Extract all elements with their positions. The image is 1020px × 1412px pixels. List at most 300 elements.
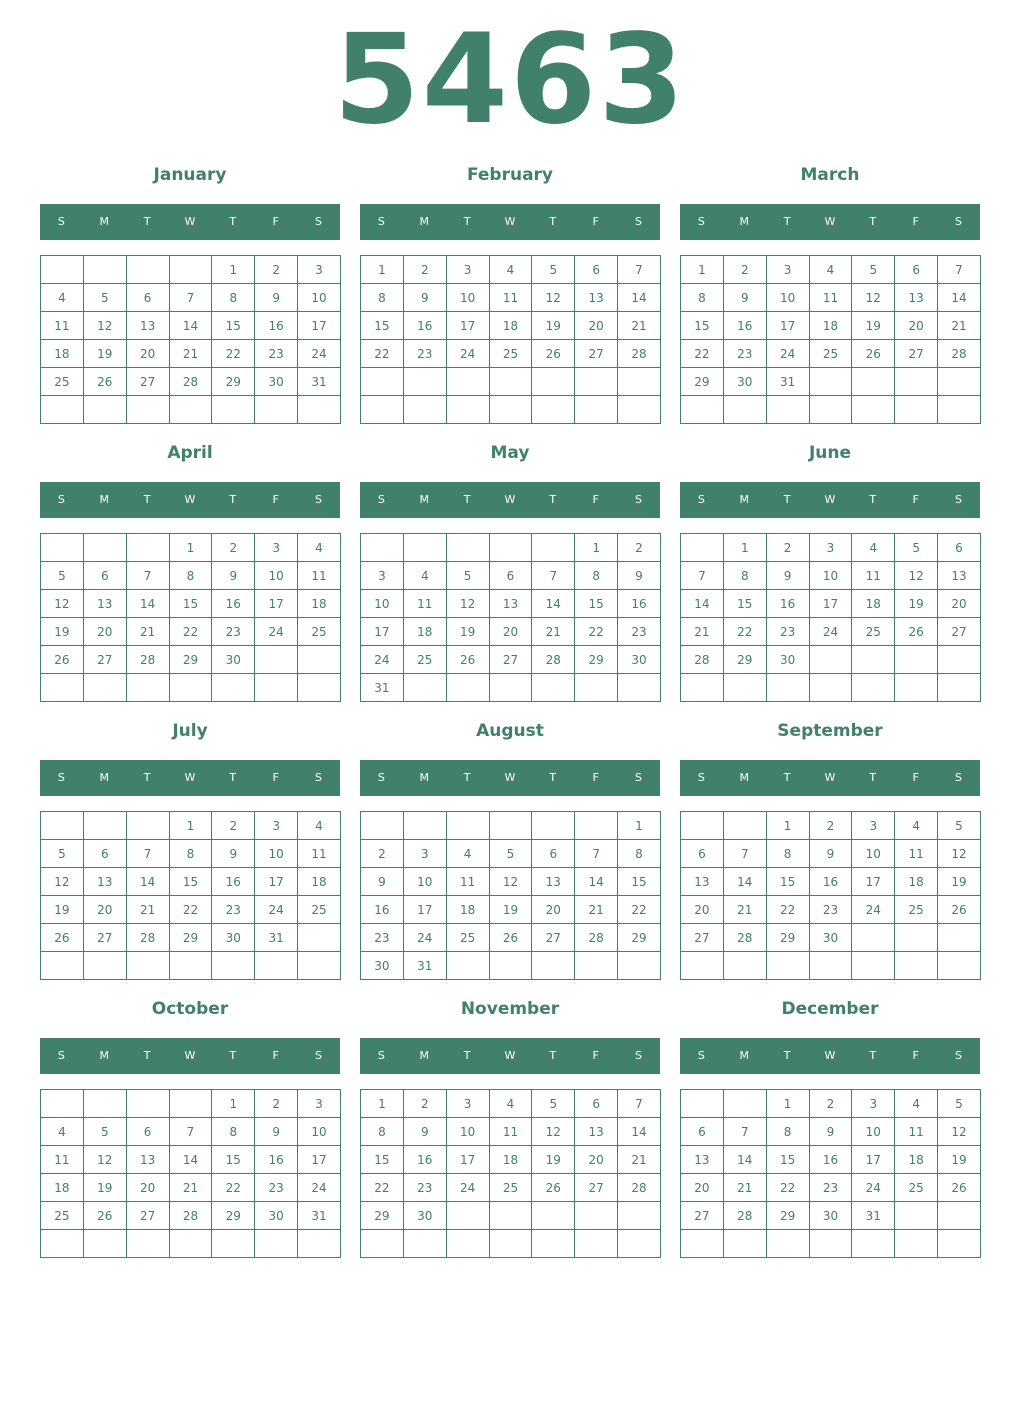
day-cell: 6	[489, 562, 532, 590]
weekday-header: T	[463, 493, 471, 506]
day-cell: 18	[41, 1174, 84, 1202]
day-cell: 31	[298, 1202, 341, 1230]
empty-day-cell	[446, 368, 489, 396]
empty-day-cell	[723, 812, 766, 840]
day-cell: 8	[766, 840, 809, 868]
day-cell: 15	[169, 590, 212, 618]
month-october	[40, 994, 340, 1264]
week-row	[361, 924, 661, 952]
week-row	[681, 1118, 981, 1146]
day-cell: 23	[361, 924, 404, 952]
day-cell: 23	[255, 1174, 298, 1202]
week-row	[41, 1090, 341, 1118]
week-row	[681, 1202, 981, 1230]
day-cell: 22	[723, 618, 766, 646]
empty-day-cell	[681, 952, 724, 980]
week-row	[41, 312, 341, 340]
day-cell: 12	[83, 1146, 126, 1174]
day-cell: 2	[403, 256, 446, 284]
day-cell: 12	[938, 1118, 981, 1146]
weekday-header: S	[57, 215, 65, 228]
weekday-header: S	[634, 771, 642, 784]
week-row	[361, 368, 661, 396]
day-cell: 2	[403, 1090, 446, 1118]
day-cell: 10	[446, 1118, 489, 1146]
day-cell: 18	[41, 340, 84, 368]
day-cell: 11	[446, 868, 489, 896]
day-cell: 1	[575, 534, 618, 562]
week-row	[681, 1146, 981, 1174]
empty-day-cell	[403, 812, 446, 840]
day-cell: 1	[212, 256, 255, 284]
day-cell: 5	[83, 284, 126, 312]
day-cell: 6	[681, 1118, 724, 1146]
week-row	[361, 256, 661, 284]
empty-day-cell	[723, 396, 766, 424]
day-cell: 27	[126, 368, 169, 396]
week-row	[681, 646, 981, 674]
day-cell: 19	[83, 1174, 126, 1202]
day-cell: 24	[361, 646, 404, 674]
weekday-header: S	[954, 1049, 962, 1062]
day-cell: 28	[575, 924, 618, 952]
empty-day-cell	[126, 396, 169, 424]
week-row	[681, 812, 981, 840]
day-cell: 9	[618, 562, 661, 590]
day-cell: 7	[618, 1090, 661, 1118]
day-cell: 25	[852, 618, 895, 646]
day-cell: 9	[809, 840, 852, 868]
day-cell: 4	[489, 1090, 532, 1118]
empty-day-cell	[83, 396, 126, 424]
day-cell: 1	[618, 812, 661, 840]
weekday-header: T	[463, 771, 471, 784]
weekday-header-bar	[360, 204, 660, 240]
day-cell: 26	[41, 646, 84, 674]
day-cell: 15	[766, 1146, 809, 1174]
week-row	[41, 812, 341, 840]
week-row	[681, 840, 981, 868]
empty-day-cell	[489, 812, 532, 840]
empty-day-cell	[895, 952, 938, 980]
empty-day-cell	[361, 534, 404, 562]
month-name: May	[490, 443, 530, 463]
empty-day-cell	[575, 674, 618, 702]
week-row	[361, 868, 661, 896]
day-cell: 9	[403, 284, 446, 312]
day-cell: 4	[298, 534, 341, 562]
empty-day-cell	[532, 368, 575, 396]
day-cell: 27	[575, 340, 618, 368]
year-title: 5463	[333, 8, 687, 152]
month-july	[40, 716, 340, 986]
weekday-header: S	[57, 1049, 65, 1062]
day-cell: 12	[489, 868, 532, 896]
day-cell: 29	[723, 646, 766, 674]
day-cell: 13	[575, 1118, 618, 1146]
day-cell: 3	[298, 1090, 341, 1118]
day-cell: 20	[681, 896, 724, 924]
day-grid	[360, 533, 661, 702]
week-row	[361, 396, 661, 424]
day-grid	[360, 1089, 661, 1258]
day-cell: 14	[532, 590, 575, 618]
day-cell: 5	[895, 534, 938, 562]
day-cell: 27	[83, 646, 126, 674]
day-cell: 7	[575, 840, 618, 868]
day-cell: 30	[212, 924, 255, 952]
day-cell: 27	[681, 1202, 724, 1230]
weekday-header: F	[592, 215, 599, 228]
day-cell: 23	[809, 896, 852, 924]
day-cell: 8	[212, 284, 255, 312]
day-cell: 19	[532, 312, 575, 340]
day-cell: 9	[212, 840, 255, 868]
empty-day-cell	[298, 952, 341, 980]
week-row	[681, 896, 981, 924]
empty-day-cell	[403, 534, 446, 562]
day-cell: 22	[212, 340, 255, 368]
weekday-header: T	[463, 215, 471, 228]
empty-day-cell	[575, 1230, 618, 1258]
weekday-header: T	[783, 1049, 791, 1062]
day-cell: 14	[126, 590, 169, 618]
day-cell: 18	[403, 618, 446, 646]
day-grid	[680, 255, 981, 424]
day-grid	[40, 1089, 341, 1258]
empty-day-cell	[126, 256, 169, 284]
empty-day-cell	[852, 646, 895, 674]
weekday-header: S	[377, 493, 385, 506]
empty-day-cell	[618, 1230, 661, 1258]
day-cell: 11	[895, 1118, 938, 1146]
day-cell: 3	[766, 256, 809, 284]
week-row	[41, 256, 341, 284]
day-cell: 5	[532, 256, 575, 284]
day-cell: 10	[446, 284, 489, 312]
day-cell: 9	[361, 868, 404, 896]
day-cell: 3	[809, 534, 852, 562]
weekday-header: M	[419, 493, 430, 506]
empty-day-cell	[618, 1202, 661, 1230]
day-cell: 10	[361, 590, 404, 618]
day-cell: 11	[298, 840, 341, 868]
day-cell: 25	[446, 924, 489, 952]
day-cell: 7	[126, 840, 169, 868]
week-row	[361, 896, 661, 924]
day-cell: 12	[446, 590, 489, 618]
day-cell: 9	[766, 562, 809, 590]
day-cell: 23	[809, 1174, 852, 1202]
week-row	[41, 396, 341, 424]
week-row	[41, 1202, 341, 1230]
empty-day-cell	[852, 674, 895, 702]
empty-day-cell	[938, 674, 981, 702]
day-cell: 23	[403, 340, 446, 368]
empty-day-cell	[575, 396, 618, 424]
month-name: December	[781, 999, 879, 1019]
day-cell: 27	[532, 924, 575, 952]
empty-day-cell	[83, 812, 126, 840]
weekday-header: T	[463, 1049, 471, 1062]
week-row	[361, 812, 661, 840]
day-cell: 25	[41, 368, 84, 396]
day-cell: 8	[723, 562, 766, 590]
day-cell: 30	[361, 952, 404, 980]
empty-day-cell	[361, 1230, 404, 1258]
empty-day-cell	[938, 952, 981, 980]
day-cell: 2	[212, 812, 255, 840]
empty-day-cell	[938, 646, 981, 674]
day-cell: 2	[361, 840, 404, 868]
day-cell: 16	[809, 868, 852, 896]
month-november	[360, 994, 660, 1264]
weekday-header: S	[954, 493, 962, 506]
day-grid	[680, 533, 981, 702]
day-cell: 3	[255, 812, 298, 840]
day-cell: 20	[938, 590, 981, 618]
day-cell: 11	[41, 312, 84, 340]
weekday-header: W	[184, 771, 196, 784]
week-row	[41, 646, 341, 674]
month-december	[680, 994, 980, 1264]
day-cell: 20	[575, 312, 618, 340]
week-row	[41, 368, 341, 396]
week-row	[361, 1146, 661, 1174]
day-cell: 22	[361, 1174, 404, 1202]
day-cell: 10	[255, 840, 298, 868]
week-row	[361, 952, 661, 980]
empty-day-cell	[446, 952, 489, 980]
day-cell: 28	[169, 1202, 212, 1230]
day-cell: 5	[446, 562, 489, 590]
empty-day-cell	[83, 952, 126, 980]
weekday-header: M	[99, 1049, 110, 1062]
day-cell: 10	[766, 284, 809, 312]
day-cell: 16	[255, 312, 298, 340]
day-cell: 31	[298, 368, 341, 396]
day-cell: 29	[212, 1202, 255, 1230]
empty-day-cell	[809, 368, 852, 396]
empty-day-cell	[489, 674, 532, 702]
empty-day-cell	[809, 674, 852, 702]
day-cell: 21	[723, 1174, 766, 1202]
empty-day-cell	[575, 368, 618, 396]
day-cell: 3	[852, 812, 895, 840]
empty-day-cell	[126, 1230, 169, 1258]
day-cell: 9	[403, 1118, 446, 1146]
day-cell: 1	[361, 1090, 404, 1118]
day-cell: 15	[169, 868, 212, 896]
weekday-header: F	[912, 771, 919, 784]
empty-day-cell	[255, 396, 298, 424]
week-row	[681, 312, 981, 340]
day-cell: 28	[723, 1202, 766, 1230]
day-cell: 25	[403, 646, 446, 674]
day-cell: 13	[126, 312, 169, 340]
weekday-header: F	[592, 1049, 599, 1062]
empty-day-cell	[41, 952, 84, 980]
month-name: October	[151, 999, 229, 1019]
empty-day-cell	[938, 1202, 981, 1230]
empty-day-cell	[83, 534, 126, 562]
day-cell: 12	[895, 562, 938, 590]
day-cell: 22	[361, 340, 404, 368]
empty-day-cell	[361, 396, 404, 424]
day-cell: 14	[126, 868, 169, 896]
weekday-header: S	[634, 1049, 642, 1062]
weekday-header: T	[549, 1049, 557, 1062]
weekday-header: W	[504, 771, 516, 784]
day-cell: 18	[489, 312, 532, 340]
day-cell: 21	[169, 340, 212, 368]
day-cell: 5	[489, 840, 532, 868]
weekday-header-bar	[40, 204, 340, 240]
day-cell: 2	[255, 256, 298, 284]
day-cell: 10	[852, 840, 895, 868]
day-cell: 21	[126, 896, 169, 924]
empty-day-cell	[766, 674, 809, 702]
day-cell: 26	[83, 1202, 126, 1230]
month-name: September	[777, 721, 883, 741]
day-cell: 18	[446, 896, 489, 924]
day-cell: 23	[212, 896, 255, 924]
weekday-header: S	[377, 215, 385, 228]
day-cell: 8	[618, 840, 661, 868]
week-row	[681, 284, 981, 312]
week-row	[681, 618, 981, 646]
day-grid	[360, 255, 661, 424]
empty-day-cell	[403, 368, 446, 396]
day-cell: 6	[681, 840, 724, 868]
day-cell: 19	[41, 618, 84, 646]
empty-day-cell	[532, 1230, 575, 1258]
day-cell: 16	[361, 896, 404, 924]
week-row	[361, 840, 661, 868]
day-cell: 24	[809, 618, 852, 646]
week-row	[681, 952, 981, 980]
empty-day-cell	[41, 674, 84, 702]
empty-day-cell	[938, 368, 981, 396]
empty-day-cell	[403, 396, 446, 424]
week-row	[41, 896, 341, 924]
week-row	[41, 340, 341, 368]
weekday-header: W	[504, 1049, 516, 1062]
empty-day-cell	[681, 396, 724, 424]
weekday-header: S	[954, 215, 962, 228]
day-cell: 6	[83, 562, 126, 590]
empty-day-cell	[532, 674, 575, 702]
day-cell: 7	[169, 284, 212, 312]
day-cell: 11	[41, 1146, 84, 1174]
empty-day-cell	[446, 1230, 489, 1258]
day-cell: 5	[532, 1090, 575, 1118]
day-cell: 16	[212, 868, 255, 896]
day-cell: 2	[809, 812, 852, 840]
weekday-header-bar	[360, 1038, 660, 1074]
day-grid	[680, 1089, 981, 1258]
day-cell: 30	[212, 646, 255, 674]
day-cell: 6	[126, 284, 169, 312]
empty-day-cell	[489, 534, 532, 562]
day-cell: 7	[723, 1118, 766, 1146]
day-cell: 6	[575, 256, 618, 284]
empty-day-cell	[361, 812, 404, 840]
day-cell: 8	[575, 562, 618, 590]
day-cell: 19	[852, 312, 895, 340]
day-cell: 16	[809, 1146, 852, 1174]
day-cell: 19	[489, 896, 532, 924]
day-cell: 26	[41, 924, 84, 952]
day-cell: 19	[938, 868, 981, 896]
weekday-header: S	[314, 493, 322, 506]
day-cell: 18	[895, 1146, 938, 1174]
empty-day-cell	[212, 396, 255, 424]
empty-day-cell	[169, 256, 212, 284]
empty-day-cell	[126, 674, 169, 702]
empty-day-cell	[809, 1230, 852, 1258]
day-cell: 12	[41, 868, 84, 896]
day-cell: 13	[83, 590, 126, 618]
day-cell: 14	[618, 284, 661, 312]
day-cell: 23	[618, 618, 661, 646]
month-august	[360, 716, 660, 986]
month-april	[40, 438, 340, 708]
week-row	[41, 562, 341, 590]
empty-day-cell	[169, 1090, 212, 1118]
day-cell: 4	[895, 812, 938, 840]
day-cell: 15	[361, 1146, 404, 1174]
week-row	[41, 674, 341, 702]
day-cell: 20	[532, 896, 575, 924]
empty-day-cell	[126, 534, 169, 562]
day-cell: 24	[298, 340, 341, 368]
day-cell: 8	[361, 284, 404, 312]
empty-day-cell	[83, 674, 126, 702]
weekday-header: F	[272, 771, 279, 784]
day-cell: 7	[169, 1118, 212, 1146]
weekday-header: S	[377, 1049, 385, 1062]
week-row	[361, 646, 661, 674]
weekday-header: S	[57, 493, 65, 506]
month-september	[680, 716, 980, 986]
empty-day-cell	[938, 1230, 981, 1258]
weekday-header: T	[143, 1049, 151, 1062]
day-cell: 26	[938, 1174, 981, 1202]
month-name: January	[153, 165, 227, 185]
day-cell: 3	[852, 1090, 895, 1118]
day-cell: 22	[212, 1174, 255, 1202]
day-cell: 4	[446, 840, 489, 868]
empty-day-cell	[681, 1090, 724, 1118]
empty-day-cell	[532, 812, 575, 840]
day-cell: 6	[83, 840, 126, 868]
day-cell: 21	[938, 312, 981, 340]
week-row	[41, 924, 341, 952]
day-cell: 26	[489, 924, 532, 952]
day-cell: 17	[361, 618, 404, 646]
weekday-header: W	[824, 215, 836, 228]
day-cell: 11	[809, 284, 852, 312]
weekday-header-bar	[360, 760, 660, 796]
day-cell: 5	[83, 1118, 126, 1146]
day-cell: 6	[895, 256, 938, 284]
empty-day-cell	[895, 674, 938, 702]
day-cell: 29	[766, 1202, 809, 1230]
week-row	[41, 618, 341, 646]
day-cell: 24	[255, 896, 298, 924]
day-cell: 1	[361, 256, 404, 284]
